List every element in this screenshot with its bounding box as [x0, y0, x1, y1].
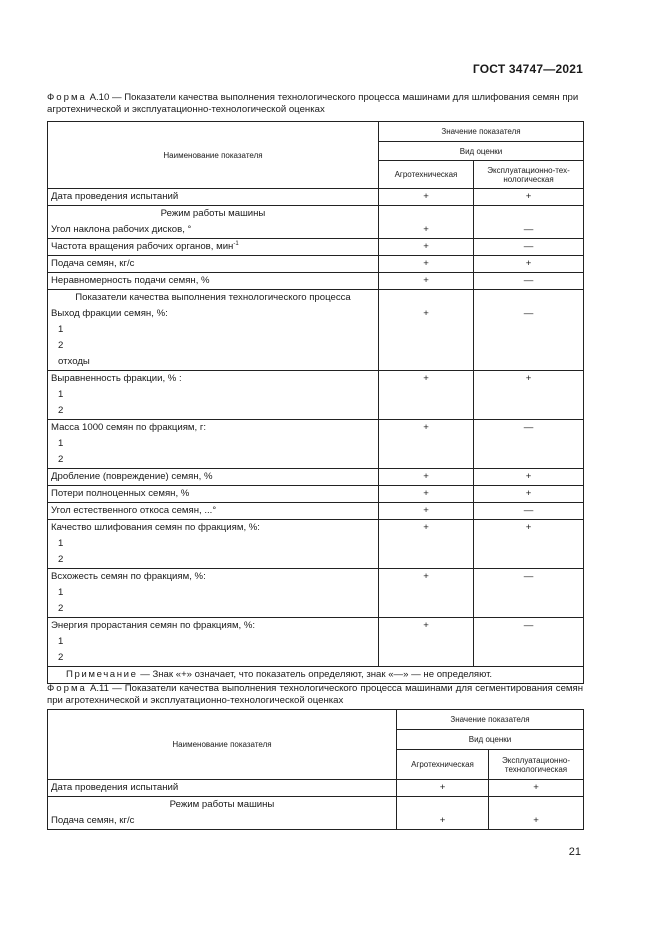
expl-value: —: [523, 571, 534, 582]
list-item: 1: [58, 538, 64, 549]
list-item: отходы: [58, 356, 90, 367]
agro-value: +: [423, 522, 429, 533]
row-label: Выравненность фракции, % :: [51, 373, 182, 384]
table-row: [48, 520, 584, 569]
table-row: [48, 273, 584, 290]
expl-value: +: [525, 488, 532, 499]
expl-value: —: [523, 224, 534, 235]
header-assessment-type: Вид оценки: [379, 142, 584, 161]
header-indicator-name: Наименование показателя: [48, 122, 379, 189]
expl-value: +: [525, 191, 532, 202]
header-operational: Эксплуатационно-технологическая: [489, 750, 584, 780]
document-code: ГОСТ 34747—2021: [472, 62, 583, 76]
expl-value: +: [525, 522, 532, 533]
list-item: 2: [58, 554, 64, 565]
agro-value: +: [423, 422, 429, 433]
form-a10-prefix: Форма: [47, 92, 87, 103]
table-row: [48, 503, 584, 520]
header-agrotechnical: Агротехническая: [397, 750, 489, 780]
agro-value: +: [423, 571, 429, 582]
note-text: — Знак «+» означает, что показатель определяют, знак «—» — не определяют.: [137, 669, 493, 680]
list-item: 1: [58, 438, 64, 449]
table-row: [48, 371, 584, 420]
table-row: [48, 780, 584, 797]
form-a10-caption: [47, 92, 583, 116]
row-label: Дата проведения испытаний: [51, 782, 179, 793]
form-a11-caption-text: А.11 — Показатели качества выполнения технологического процесса машинами для сегментирования семян при агротехнической и эксплуатационно-технологической оценках: [47, 683, 583, 706]
expl-value: +: [525, 471, 532, 482]
agro-value: +: [423, 224, 429, 235]
table-row: [48, 486, 584, 503]
list-item: 1: [58, 389, 64, 400]
list-item: 1: [58, 587, 64, 598]
list-item: 2: [58, 340, 64, 351]
list-item: 2: [58, 405, 64, 416]
list-item: 2: [58, 652, 64, 663]
row-label: Выход фракции семян, %:: [51, 308, 168, 319]
section-heading: Показатели качества выполнения технологического процесса: [75, 292, 351, 303]
row-label: Частота вращения рабочих органов, мин$^{-1}$: [51, 240, 239, 252]
row-label: Подача семян, кг/с: [51, 815, 135, 826]
agro-value: +: [423, 505, 429, 516]
row-label: Качество шлифования семян по фракциям, %:: [51, 522, 260, 533]
agro-value: +: [423, 191, 429, 202]
table-row: [48, 420, 584, 469]
header-indicator-value: Значение показателя: [397, 710, 584, 730]
agro-value: +: [423, 275, 429, 286]
table-row: [48, 569, 584, 618]
header-operational: Эксплуатационно-тех-нологическая: [474, 161, 584, 189]
agro-value: +: [423, 258, 429, 269]
section-heading: Режим работы машины: [169, 799, 275, 810]
agro-value: +: [423, 373, 429, 384]
form-a11-table: [47, 709, 584, 830]
expl-value: +: [525, 373, 532, 384]
row-label: Подача семян, кг/с: [51, 258, 135, 269]
expl-value: —: [523, 505, 534, 516]
header-assessment-type: Вид оценки: [397, 730, 584, 750]
table-row: [48, 256, 584, 273]
table-row: [48, 239, 584, 256]
expl-value: —: [523, 422, 534, 433]
expl-value: —: [523, 308, 534, 319]
row-label: Дата проведения испытаний: [51, 191, 179, 202]
expl-value: —: [523, 275, 534, 286]
table-note-row: [48, 667, 584, 684]
agro-value: +: [423, 308, 429, 319]
section-heading: Режим работы машины: [160, 208, 266, 219]
row-label: Потери полноценных семян, %: [51, 488, 190, 499]
header-indicator-name: Наименование показателя: [48, 710, 397, 780]
page-number: 21: [568, 846, 581, 858]
expl-value: +: [533, 815, 539, 826]
form-a11-caption: [47, 683, 583, 707]
expl-value: +: [533, 782, 539, 793]
agro-value: +: [423, 241, 429, 252]
table-row: [48, 206, 584, 239]
row-label: Дробление (повреждение) семян, %: [51, 471, 213, 482]
row-label: Угол естественного откоса семян, ...°: [51, 505, 217, 516]
agro-value: +: [423, 620, 429, 631]
list-item: 1: [58, 324, 64, 335]
expl-value: —: [523, 241, 534, 252]
form-a10-table: [47, 121, 584, 684]
table-note: [48, 667, 584, 684]
row-label: Неравномерность подачи семян, %: [51, 275, 210, 286]
expl-value: +: [525, 258, 532, 269]
agro-value: +: [423, 488, 429, 499]
table-row: [48, 290, 584, 371]
table-row: [48, 469, 584, 486]
table-row: [48, 618, 584, 667]
form-a10-caption-text: А.10 — Показатели качества выполнения технологического процесса машинами для шлифования семян при агротехнической и эксплуатационно-технологической оценках: [47, 92, 579, 115]
form-a11-prefix: Форма: [47, 683, 87, 694]
row-label: Угол наклона рабочих дисков, °: [51, 224, 192, 235]
header-indicator-value: Значение показателя: [379, 122, 584, 142]
agro-value: +: [439, 815, 446, 826]
list-item: 2: [58, 603, 64, 614]
row-label: Энергия прорастания семян по фракциям, %:: [51, 620, 256, 631]
list-item: 2: [58, 454, 64, 465]
table-row: [48, 797, 584, 830]
row-label: Всхожесть семян по фракциям, %:: [51, 571, 206, 582]
expl-value: —: [523, 620, 534, 631]
agro-value: +: [423, 471, 429, 482]
note-prefix: Примечание: [66, 669, 138, 680]
header-agrotechnical: Агротехническая: [379, 161, 474, 189]
row-label: Масса 1000 семян по фракциям, г:: [51, 422, 207, 433]
table-row: [48, 189, 584, 206]
list-item: 1: [58, 636, 64, 647]
agro-value: +: [439, 782, 446, 793]
